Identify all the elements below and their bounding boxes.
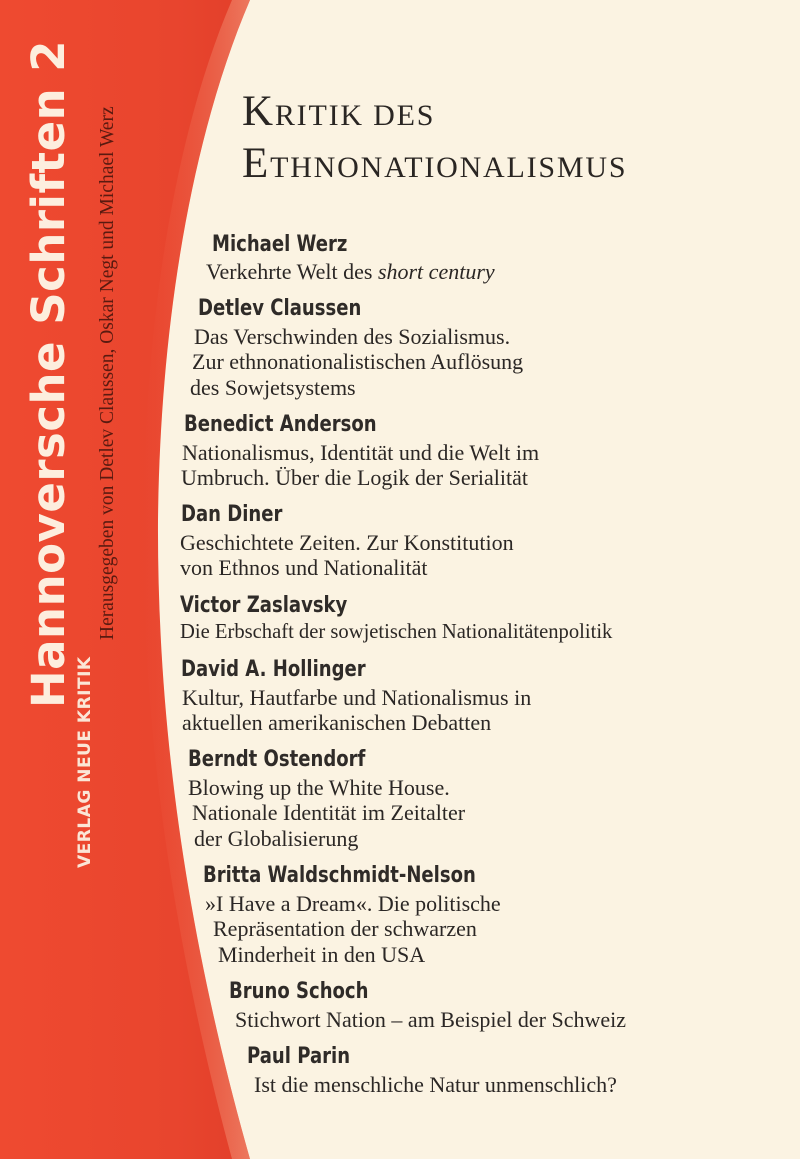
essay-title-line: Das Verschwinden des Sozialismus. xyxy=(194,324,511,349)
essay-title-line: Nationalismus, Identität und die Welt im xyxy=(182,440,540,465)
author-britta-waldschmidt-nelson: Britta Waldschmidt-Nelson xyxy=(203,863,476,888)
essay-title-line: Geschichtete Zeiten. Zur Konstitution xyxy=(180,530,514,555)
essay-title-line: Minderheit in den USA xyxy=(218,942,426,967)
author-dan-diner: Dan Diner xyxy=(181,502,283,527)
editors-line: Herausgegeben von Detlev Claussen, Oskar Negt und Michael Werz xyxy=(97,106,118,640)
book-title xyxy=(242,88,627,192)
author-detlev-claussen: Detlev Claussen xyxy=(198,296,362,321)
essay-title-line: aktuellen amerikanischen Debatten xyxy=(182,710,492,735)
author-victor-zaslavsky: Victor Zaslavsky xyxy=(180,593,348,618)
essay-title-line: der Globalisierung xyxy=(194,826,359,851)
book-title-line-2: ETHNONATIONALISMUS xyxy=(242,140,628,187)
essay-title-line: des Sowjetsystems xyxy=(190,375,356,400)
essay-title-line: Nationale Identität im Zeitalter xyxy=(192,800,466,825)
author-paul-parin: Paul Parin xyxy=(247,1044,351,1069)
essay-title-line: »I Have a Dream«. Die politische xyxy=(205,891,501,916)
essay-title-line: Zur ethnonationalistischen Auflösung xyxy=(192,349,524,374)
essay-title-line: Ist die menschliche Natur unmenschlich? xyxy=(254,1072,617,1097)
essay-title-line: Repräsentation der schwarzen xyxy=(213,916,477,941)
author-michael-werz: Michael Werz xyxy=(212,232,348,257)
essay-title-line: Verkehrte Welt des short century xyxy=(206,259,495,284)
essay-title-line: Stichwort Nation – am Beispiel der Schweiz xyxy=(235,1007,627,1032)
essay-title-line: Kultur, Hautfarbe und Nationalismus in xyxy=(182,685,532,710)
author-berndt-ostendorf: Berndt Ostendorf xyxy=(188,747,366,772)
essay-title-line: Umbruch. Über die Logik der Serialität xyxy=(181,465,529,490)
essay-title-line: von Ethnos und Nationalität xyxy=(180,555,428,580)
publisher-name: VERLAG NEUE KRITIK xyxy=(75,656,95,868)
essay-title-line: Blowing up the White House. xyxy=(188,775,450,800)
author-benedict-anderson: Benedict Anderson xyxy=(184,412,377,437)
essay-title-italic: short century xyxy=(377,259,495,284)
author-bruno-schoch: Bruno Schoch xyxy=(229,979,369,1004)
book-title-line-1: KRITIK DES xyxy=(242,88,436,135)
essay-title-line: Die Erbschaft der sowjetischen Nationalitätenpolitik xyxy=(180,621,613,643)
series-title: Hannoversche Schriften 2 xyxy=(22,39,75,708)
author-david-hollinger: David A. Hollinger xyxy=(181,657,366,682)
